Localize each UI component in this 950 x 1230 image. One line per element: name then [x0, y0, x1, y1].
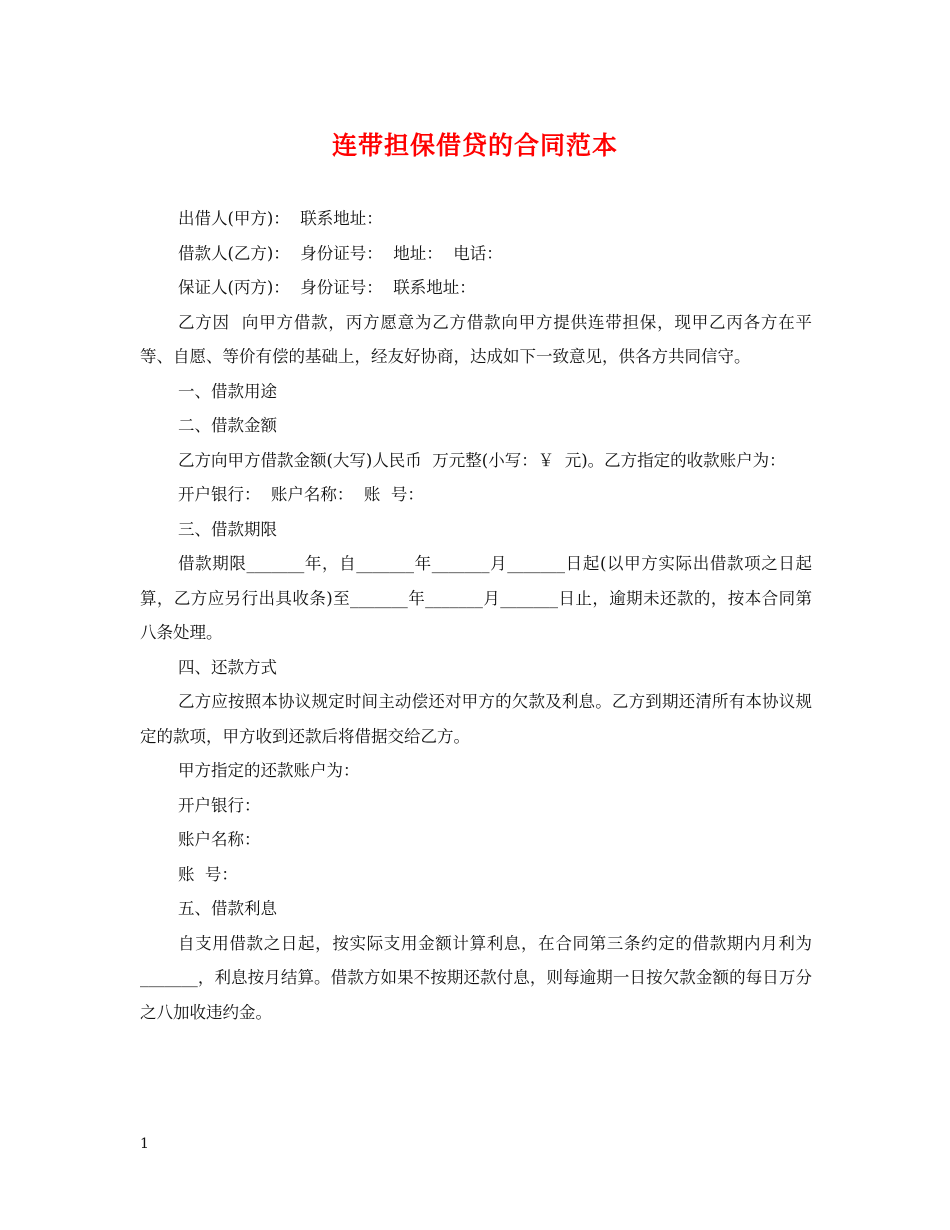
- repayment-paragraph: 乙方应按照本协议规定时间主动偿还对甲方的欠款及利息。乙方到期还清所有本协议规定的款项，甲方收到还款后将借据交给乙方。: [140, 692, 812, 746]
- party-borrower-line: 借款人(乙方)： 身份证号： 地址： 电话：: [177, 243, 503, 263]
- repayment-account-intro: 甲方指定的还款账户为：: [177, 761, 360, 780]
- section-heading-amount: 二、借款金额: [177, 416, 277, 435]
- document-title: 连带担保借贷的合同范本: [331, 131, 618, 160]
- interest-paragraph: 自支用借款之日起，按实际支用金额计算利息，在合同第三条约定的借款期内月利为_______，利息按月结算。借款方如果不按期还款付息，则每逾期一日按欠款金额的每日万分之八加收违约金。: [140, 933, 812, 1022]
- party-lender-line: 出借人(甲方)： 联系地址：: [177, 209, 383, 228]
- document-body: [140, 202, 812, 1030]
- section-heading-interest: 五、借款利息: [177, 899, 277, 918]
- receiving-account-line: 开户银行： 账户名称： 账 号：: [177, 485, 424, 504]
- preamble-paragraph: 乙方因 向甲方借款，丙方愿意为乙方借款向甲方提供连带担保，现甲乙丙各方在平等、自愿、等价有偿的基础上，经友好协商，达成如下一致意见，供各方共同信守。: [140, 312, 812, 366]
- repayment-account-name-line: 账户名称：: [177, 830, 261, 849]
- section-heading-purpose: 一、借款用途: [177, 381, 277, 401]
- repayment-bank-line: 开户银行：: [177, 795, 261, 815]
- amount-paragraph: 乙方向甲方借款金额(大写)人民币 万元整(小写：￥ 元)。乙方指定的收款账户为：: [177, 450, 786, 470]
- repayment-account-number-line: 账 号：: [177, 864, 238, 884]
- page-number: 1: [140, 1136, 149, 1152]
- party-guarantor-line: 保证人(丙方)： 身份证号： 联系地址：: [177, 278, 476, 297]
- term-paragraph: 借款期限_______年，自_______年_______月_______日起(以甲方实际出借款项之日起算，乙方应另行出具收条)至_______年_______月_______日止，逾期未还款的，按本合同第八条处理。: [140, 554, 812, 642]
- section-heading-term: 三、借款期限: [177, 519, 277, 539]
- section-heading-repayment: 四、还款方式: [177, 657, 277, 677]
